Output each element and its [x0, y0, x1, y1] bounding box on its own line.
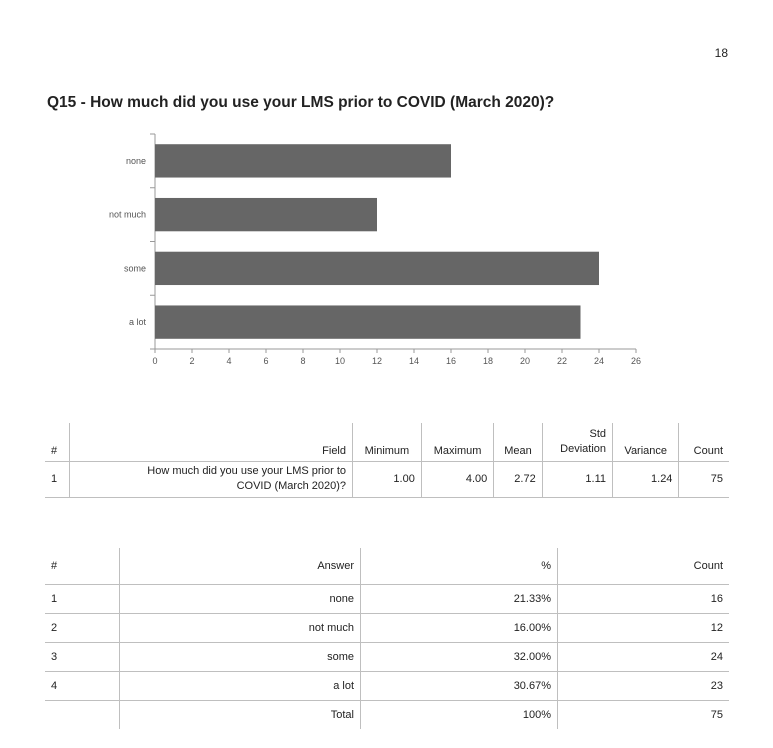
answer-table [45, 548, 729, 729]
stats-header-num: # [45, 423, 70, 461]
x-tick-label: 26 [630, 356, 642, 366]
answer-label: some [120, 642, 361, 671]
category-label: none [125, 155, 146, 166]
answer-percent: 16.00% [361, 613, 558, 642]
answer-label: none [120, 584, 361, 613]
stats-header-minimum: Minimum [353, 423, 422, 461]
stats-row-num: 1 [45, 461, 70, 497]
x-tick-label: 24 [593, 356, 605, 366]
answer-header-row [45, 548, 729, 584]
total-label: Total [120, 700, 361, 729]
x-tick-label: 8 [300, 356, 306, 366]
total-row [45, 700, 729, 729]
stats-row-std-deviation: 1.11 [542, 461, 612, 497]
x-tick-label: 2 [189, 356, 195, 366]
table-row [45, 642, 729, 671]
answer-num: 4 [45, 671, 120, 700]
bar-some [155, 252, 599, 285]
table-row [45, 584, 729, 613]
std-line-2: Deviation [560, 442, 607, 455]
x-tick-label: 14 [408, 356, 420, 366]
bar-none [155, 144, 451, 177]
x-tick-label: 4 [226, 356, 232, 366]
x-tick-label: 6 [263, 356, 269, 366]
total-num [45, 700, 120, 729]
page-number: 18 [714, 46, 728, 60]
x-tick-label: 16 [445, 356, 457, 366]
field-line-2: COVID (March 2020)? [236, 480, 346, 492]
stats-header-field: Field [70, 423, 353, 461]
stats-header-variance: Variance [613, 423, 679, 461]
bar-not-much [155, 198, 377, 231]
answer-num: 1 [45, 584, 120, 613]
question-title: Q15 - How much did you use your LMS prior to COVID (March 2020)? [47, 94, 555, 111]
stats-header-row [45, 423, 729, 461]
answer-percent: 32.00% [361, 642, 558, 671]
category-label: some [123, 263, 146, 274]
x-tick-label: 10 [334, 356, 346, 366]
answer-count: 23 [558, 671, 730, 700]
stats-row-mean: 2.72 [494, 461, 542, 497]
answer-header-count: Count [558, 548, 730, 584]
stats-header-std-deviation [542, 423, 612, 461]
total-percent: 100% [361, 700, 558, 729]
statistics-table [45, 423, 729, 498]
stats-row-variance: 1.24 [613, 461, 679, 497]
stats-row-count: 75 [679, 461, 729, 497]
category-label: not much [108, 209, 146, 220]
bar-a-lot [155, 305, 581, 338]
category-label: a lot [128, 317, 146, 328]
answer-count: 16 [558, 584, 730, 613]
total-count: 75 [558, 700, 730, 729]
answer-num: 2 [45, 613, 120, 642]
x-tick-label: 22 [556, 356, 568, 366]
answer-num: 3 [45, 642, 120, 671]
stats-row [45, 461, 729, 497]
table-row [45, 671, 729, 700]
stats-row-maximum: 4.00 [421, 461, 493, 497]
table-row [45, 613, 729, 642]
std-line-1: Std [589, 427, 607, 440]
answer-count: 12 [558, 613, 730, 642]
stats-header-maximum: Maximum [421, 423, 493, 461]
answer-count: 24 [558, 642, 730, 671]
answer-header-num: # [45, 548, 120, 584]
stats-header-mean: Mean [494, 423, 542, 461]
answer-header-percent: % [361, 548, 558, 584]
stats-header-count: Count [679, 423, 729, 461]
answer-label: not much [120, 613, 361, 642]
x-tick-label: 12 [371, 356, 383, 366]
x-tick-label: 20 [519, 356, 531, 366]
answer-header-answer: Answer [120, 548, 361, 584]
stats-row-minimum: 1.00 [353, 461, 422, 497]
field-line-1: How much did you use your LMS prior to [147, 465, 346, 477]
answer-label: a lot [120, 671, 361, 700]
answer-percent: 30.67% [361, 671, 558, 700]
stats-row-field [70, 461, 353, 497]
x-tick-label: 18 [482, 356, 494, 366]
x-tick-label: 0 [152, 356, 158, 366]
answer-percent: 21.33% [361, 584, 558, 613]
